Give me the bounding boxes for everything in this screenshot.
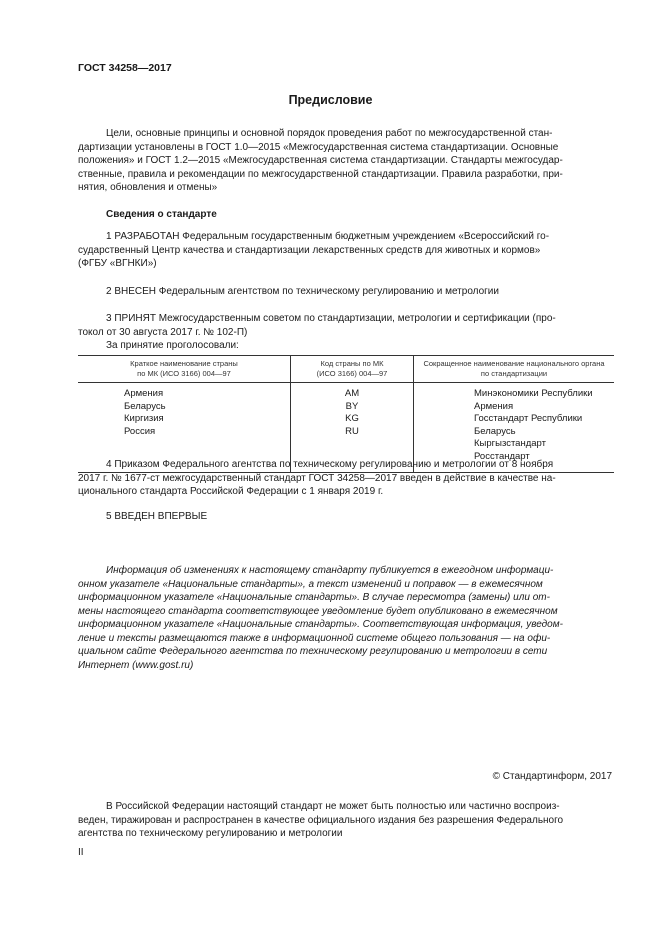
table-cell: KG	[345, 413, 359, 424]
item-1-line: 1 РАЗРАБОТАН Федеральным государственным бюджетным учреждением «Всероссийский го-	[106, 231, 550, 242]
table-cell: Киргизия	[124, 413, 164, 424]
table-cell: BY	[345, 400, 359, 412]
item-4-line: 2017 г. № 1677-ст межгосударственный стандарт ГОСТ 34258—2017 введен в действие в качестве на-	[78, 472, 556, 484]
header-text: Краткое наименование страны	[130, 359, 238, 368]
intro-line: дартизации установлены в ГОСТ 1.0—2015 «Межгосударственная система стандартизации. Основные	[78, 141, 559, 153]
section-subheading: Сведения о стандарте	[106, 209, 217, 220]
header-text: Код страны по МК	[320, 359, 384, 368]
item-2-line: 2 ВНЕСЕН Федеральным агентством по техническому регулированию и метрологии	[106, 286, 499, 297]
notice-line: ление и тексты размещаются также в информационной системе общего пользования — на офи-	[78, 632, 551, 644]
intro-line: ственные, правила и рекомендации по межгосударственной стандартизации. Правила разработки, при-	[78, 168, 563, 180]
voting-countries-table	[78, 355, 614, 473]
table-header-country	[78, 356, 290, 382]
notice-line: циальном сайте Федерального агентства по техническому регулированию и метрологии в сети	[78, 646, 548, 657]
rights-line: веден, тиражирован и распространен в качестве официального издания без разрешения Федерального	[78, 814, 564, 826]
intro-paragraph	[78, 127, 614, 195]
item-3-line: токол от 30 августа 2017 г. № 102-П)	[78, 326, 248, 338]
item-1-paragraph	[78, 230, 614, 271]
notice-line: мены настоящего стандарта соответствующее уведомление будет опубликовано в ежемесячном	[78, 605, 558, 617]
rights-line: агентства по техническому регулированию и метрологии	[78, 828, 343, 839]
item-1-line: сударственный Центр качества и стандартизации лекарственных средств для животных и кормов»	[78, 244, 541, 256]
header-text: по стандартизации	[480, 369, 548, 378]
table-cell: Госстандарт Республики Беларусь	[474, 413, 583, 437]
rights-line: В Российской Федерации настоящий стандарт не может быть полностью или частично воспроиз-	[106, 801, 560, 812]
item-5-paragraph	[78, 510, 614, 524]
table-cell: Беларусь	[124, 400, 166, 412]
voted-label: За принятие проголосовали:	[106, 340, 239, 351]
item-3-line: 3 ПРИНЯТ Межгосударственным советом по стандартизации, метрологии и сертификации (про-	[106, 313, 556, 324]
item-4-paragraph	[78, 458, 614, 499]
header-text: по МК (ИСО 3166) 004—97	[137, 369, 231, 378]
header-text: (ИСО 3166) 004—97	[316, 369, 388, 378]
table-cell: Россия	[124, 425, 156, 437]
page-title: Предисловие	[288, 93, 373, 107]
header-text: Сокращенное наименование национального органа	[423, 359, 605, 368]
document-code: ГОСТ 34258—2017	[78, 62, 172, 74]
table-cell: Кыргызстандарт	[474, 438, 546, 449]
item-4-line: 4 Приказом Федерального агентства по техническому регулированию и метрологии от 8 ноября	[106, 459, 554, 470]
rights-paragraph	[78, 800, 614, 841]
table-cell: AM	[344, 388, 360, 399]
item-5-line: 5 ВВЕДЕН ВПЕРВЫЕ	[106, 511, 208, 522]
notice-line: Информация об изменениях к настоящему стандарту публикуется в ежегодном информаци-	[106, 565, 554, 576]
notice-line: информационном указателе «Национальные стандарты». В случае пересмотра (замены) или от-	[78, 592, 550, 603]
item-2-paragraph	[78, 285, 614, 299]
intro-line: положения» и ГОСТ 1.2—2015 «Межгосударственная система стандартизации. Стандарты межгосудар-	[78, 155, 563, 166]
page-number: II	[78, 847, 84, 858]
table-cell: Минэкономики Республики Армения	[474, 388, 593, 412]
table-cell: RU	[345, 425, 359, 437]
notice-paragraph	[78, 564, 614, 672]
table-header-row	[78, 355, 614, 383]
notice-line: информационном указателе «Национальные стандарты». Соответствующая информация, уведом-	[78, 619, 563, 630]
table-header-code	[290, 356, 414, 382]
intro-line: Цели, основные принципы и основной порядок проведения работ по межгосударственной стан-	[106, 128, 553, 139]
item-3-paragraph	[78, 312, 614, 353]
intro-line: нятия, обновления и отмены»	[78, 182, 218, 193]
notice-line: Интернет (www.gost.ru)	[78, 659, 194, 671]
notice-line: онном указателе «Национальные стандарты», а текст изменений и поправок — в ежемесячном	[78, 578, 543, 590]
copyright: © Стандартинформ, 2017	[492, 771, 612, 782]
table-cell: Армения	[124, 388, 164, 399]
table-header-body	[414, 356, 614, 382]
item-4-line: ционального стандарта Российской Федерации с 1 января 2019 г.	[78, 486, 384, 497]
item-1-line: (ФГБУ «ВГНКИ»)	[78, 258, 157, 269]
table-cell: Росстандарт	[474, 450, 530, 462]
